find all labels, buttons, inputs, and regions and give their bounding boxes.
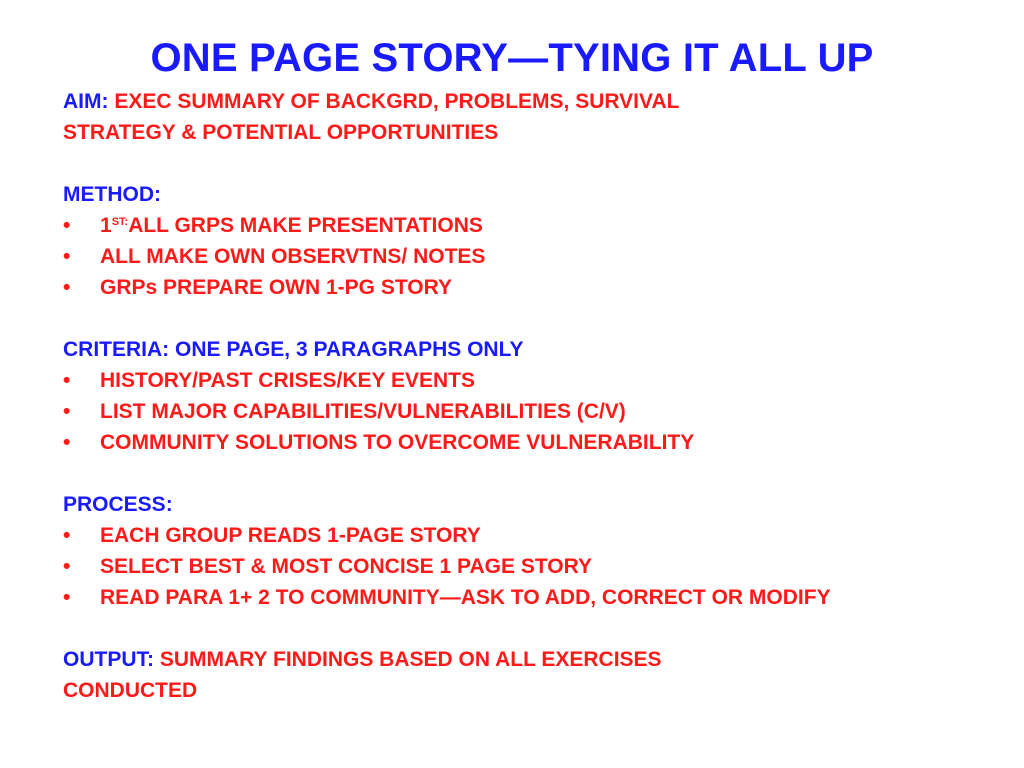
output-text-2: CONDUCTED (63, 679, 198, 702)
method-heading: METHOD: (63, 183, 161, 206)
criteria-list (63, 365, 963, 458)
process-item-text: READ PARA 1+ 2 TO COMMUNITY—ASK TO ADD, CORRECT OR MODIFY (100, 586, 831, 609)
output-label: OUTPUT: (63, 648, 154, 671)
criteria-item-text: HISTORY/PAST CRISES/KEY EVENTS (100, 369, 475, 392)
list-item (63, 551, 963, 582)
bullet-icon: • (63, 214, 71, 237)
criteria-item-text: LIST MAJOR CAPABILITIES/VULNERABILITIES (C/V) (100, 400, 626, 423)
list-item (63, 365, 963, 396)
bullet-icon: • (63, 524, 71, 547)
method-item-text: ALL GRPS MAKE PRESENTATIONS (128, 214, 483, 237)
list-item (63, 396, 963, 427)
aim-label: AIM: (63, 90, 109, 113)
spacer (63, 613, 963, 644)
slide-title: ONE PAGE STORY—TYING IT ALL UP (150, 36, 874, 80)
bullet-icon: • (63, 586, 71, 609)
bullet-icon: • (63, 555, 71, 578)
list-item (63, 520, 963, 551)
criteria-item-text: COMMUNITY SOLUTIONS TO OVERCOME VULNERABILITY (100, 431, 695, 454)
list-item (63, 210, 963, 241)
list-item (63, 427, 963, 458)
spacer (63, 458, 963, 489)
spacer (63, 303, 963, 334)
method-item-text: ALL MAKE OWN OBSERVTNS/ NOTES (100, 245, 486, 268)
slide-content (63, 86, 963, 706)
process-item-text: SELECT BEST & MOST CONCISE 1 PAGE STORY (100, 555, 593, 578)
spacer (63, 148, 963, 179)
bullet-icon: • (63, 276, 71, 299)
list-item (63, 582, 900, 613)
process-item-text: EACH GROUP READS 1-PAGE STORY (100, 524, 481, 547)
bullet-icon: • (63, 431, 71, 454)
aim-line-1 (63, 86, 963, 117)
bullet-icon: • (63, 369, 71, 392)
output-line-1 (63, 644, 963, 675)
bullet-icon: • (63, 245, 71, 268)
list-item (63, 272, 963, 303)
criteria-heading: CRITERIA: ONE PAGE, 3 PARAGRAPHS ONLY (63, 338, 524, 361)
method-item-superscript: ST: (111, 216, 129, 228)
process-heading: PROCESS: (63, 493, 173, 516)
bullet-icon: • (63, 400, 71, 423)
method-item-prefix: 1 (100, 214, 112, 237)
method-list (63, 210, 963, 303)
process-list (63, 520, 963, 613)
list-item (63, 241, 963, 272)
aim-text-2: STRATEGY & POTENTIAL OPPORTUNITIES (63, 121, 499, 144)
output-text-1: SUMMARY FINDINGS BASED ON ALL EXERCISES (159, 648, 662, 671)
method-item-text: GRPs PREPARE OWN 1-PG STORY (100, 276, 453, 299)
aim-text-1: EXEC SUMMARY OF BACKGRD, PROBLEMS, SURVIVAL (114, 90, 680, 113)
